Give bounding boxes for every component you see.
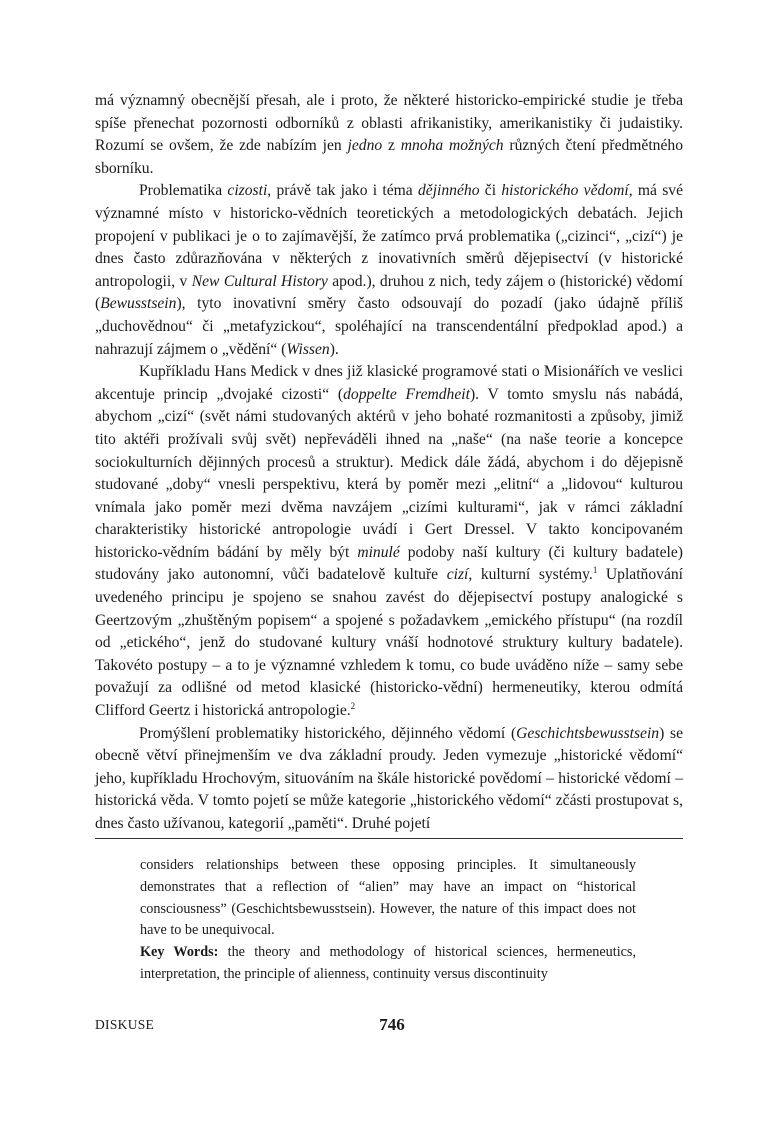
text-run: z [382, 137, 401, 155]
text-run: ) se obecně větví přinejmenším ve dva základní proudy. Jeden vymezuje „historické vědomí“ jeho, kupříkladu Hrochovým, situováním na škále historické povědomí – historické vědomí – historická věda. V tomto pojetí se může kategorie „historického vědomí“ zčásti prostupovat s, dnes často užívanou, kategorií „paměti“. Druhé pojetí [95, 724, 683, 832]
italic-term: mnoha možných [400, 137, 504, 155]
italic-term: cizosti [227, 182, 268, 200]
text-run: Problematika [139, 182, 228, 200]
keywords-text: the theory and methodology of historical sciences, hermeneutics, interpretation, the principle of alienness, continuity versus discontinuity [140, 944, 636, 982]
italic-term: New Cultural History [191, 272, 328, 290]
text-run: má významný obecnější přesah, ale i proto, že některé historicko-empirické studie je třeba spíše přenechat pozornosti odborníků z oblasti afrikanistiky, amerikanistiky či judaistiky. Rozumí se ovšem, že zde nabízím jen [95, 92, 683, 155]
paragraph-3 [95, 361, 683, 723]
section-label: DISKUSE [95, 1017, 155, 1032]
keywords-label: Key Words: [140, 944, 219, 961]
italic-term: historického vědomí [501, 182, 629, 200]
paragraph-1 [95, 90, 683, 180]
text-run: ). [329, 340, 339, 358]
footnote-marker: 2 [350, 701, 356, 712]
italic-term: Wissen [286, 340, 330, 358]
italic-term: jedno [347, 137, 383, 155]
text-run: apod.), druhou z nich, tedy zájem o (historické) vědomí ( [95, 272, 683, 313]
italic-term: doppelte Fremdheit [343, 385, 470, 403]
text-run: podoby naší kultury (či kultury badatele) studovány jako autonomní, vůči badatelově kultuře [95, 543, 683, 584]
abstract-text: considers relationships between these opposing principles. It simultaneously demonstrates that a reflection of “alien” may have an impact on “historical consciousness” (Geschichtsbewusstsein). However, the nature of this impact does not have to be unequivocal. [140, 857, 636, 939]
abstract-block [140, 855, 636, 986]
italic-term: Geschichtsbewusstsein [516, 724, 660, 742]
paragraph-4 [95, 723, 683, 836]
text-run: , právě tak jako i téma [267, 182, 418, 200]
keywords-line [140, 942, 636, 986]
italic-term: dějinného [418, 182, 480, 200]
page-number: 746 [379, 1015, 405, 1034]
italic-term: minulé [357, 543, 400, 561]
paragraph-2 [95, 180, 683, 361]
text-run: Kupříkladu Hans Medick v dnes již klasické programové stati o Misionářích ve veslici akcentuje princip „dvojaké cizosti“ ( [95, 363, 683, 403]
footnote-marker: 1 [592, 565, 598, 576]
italic-term: cizí [446, 566, 469, 584]
text-run: , má své významné místo v historicko-vědních teoretických a metodologických debatách. Jejich propojení v publikaci je o to zajímavější, že zatímco prvá problematika („cizinci“, „cizí“) je dnes často zdůrazňována v některých z inovativních směrů dějepisectví (v historické antropologii, v [95, 182, 683, 290]
footnote-divider [95, 838, 683, 839]
text-run: ). V tomto smyslu nás nabádá, abychom „cizí“ (svět námi studovaných aktérů v jeho bohaté rozmanitosti a způsoby, jimiž tito aktéři prožívali svůj svět) nepřeváděli ihned na „naše“ (na naše teorie a koncepce sociokulturních dějinných procesů a struktur). Medick dále žádá, abychom i do dějepisně studované „doby“ vnesli perspektivu, která by poměr mezi „elitní“ a „lidovou“ kulturou vnímala jako poměr mezi dvěma navzájem „cizími kulturami“, jak v rámci základní charakteristiky historické antropologie uvádí i Gert Dressel. V takto koncipovaném historicko-vědním bádání by měly být [95, 385, 683, 561]
text-run: Promýšlení problematiky historického, dějinného vědomí ( [139, 724, 517, 742]
text-run: Uplatňování uvedeného principu je spojeno se snahou zavést do dějepisectví postupy analogické s Geertzovým „zhuštěným popisem“ a spojené s požadavkem „emického přístupu“ (na rozdíl od „etického“, jenž do studované kultury vnáší hodnotové struktury kultury badatele). Takovéto postupy – a to je významné vzhledem k tomu, co bude uváděno níže – samy sebe považují za odlišné od metod klasické (historicko-vědní) hermeneutiky, kterou odmítá Clifford Geertz i historická antropologie. [95, 566, 683, 720]
text-run: či [479, 182, 502, 200]
italic-term: Bewusstsein [100, 295, 177, 313]
text-run: ), tyto inovativní směry často odsouvají do pozadí (jako údajně příliš „duchovědnou“ či „metafyzickou“, spoléhající na transcendentální předpoklad apod.) a nahrazují zájmem o „vědění“ ( [95, 295, 683, 358]
text-run: různých čtení předmětného sborníku. [95, 137, 683, 177]
main-body-text [95, 90, 683, 836]
text-run: , kulturní systémy. [468, 566, 593, 584]
